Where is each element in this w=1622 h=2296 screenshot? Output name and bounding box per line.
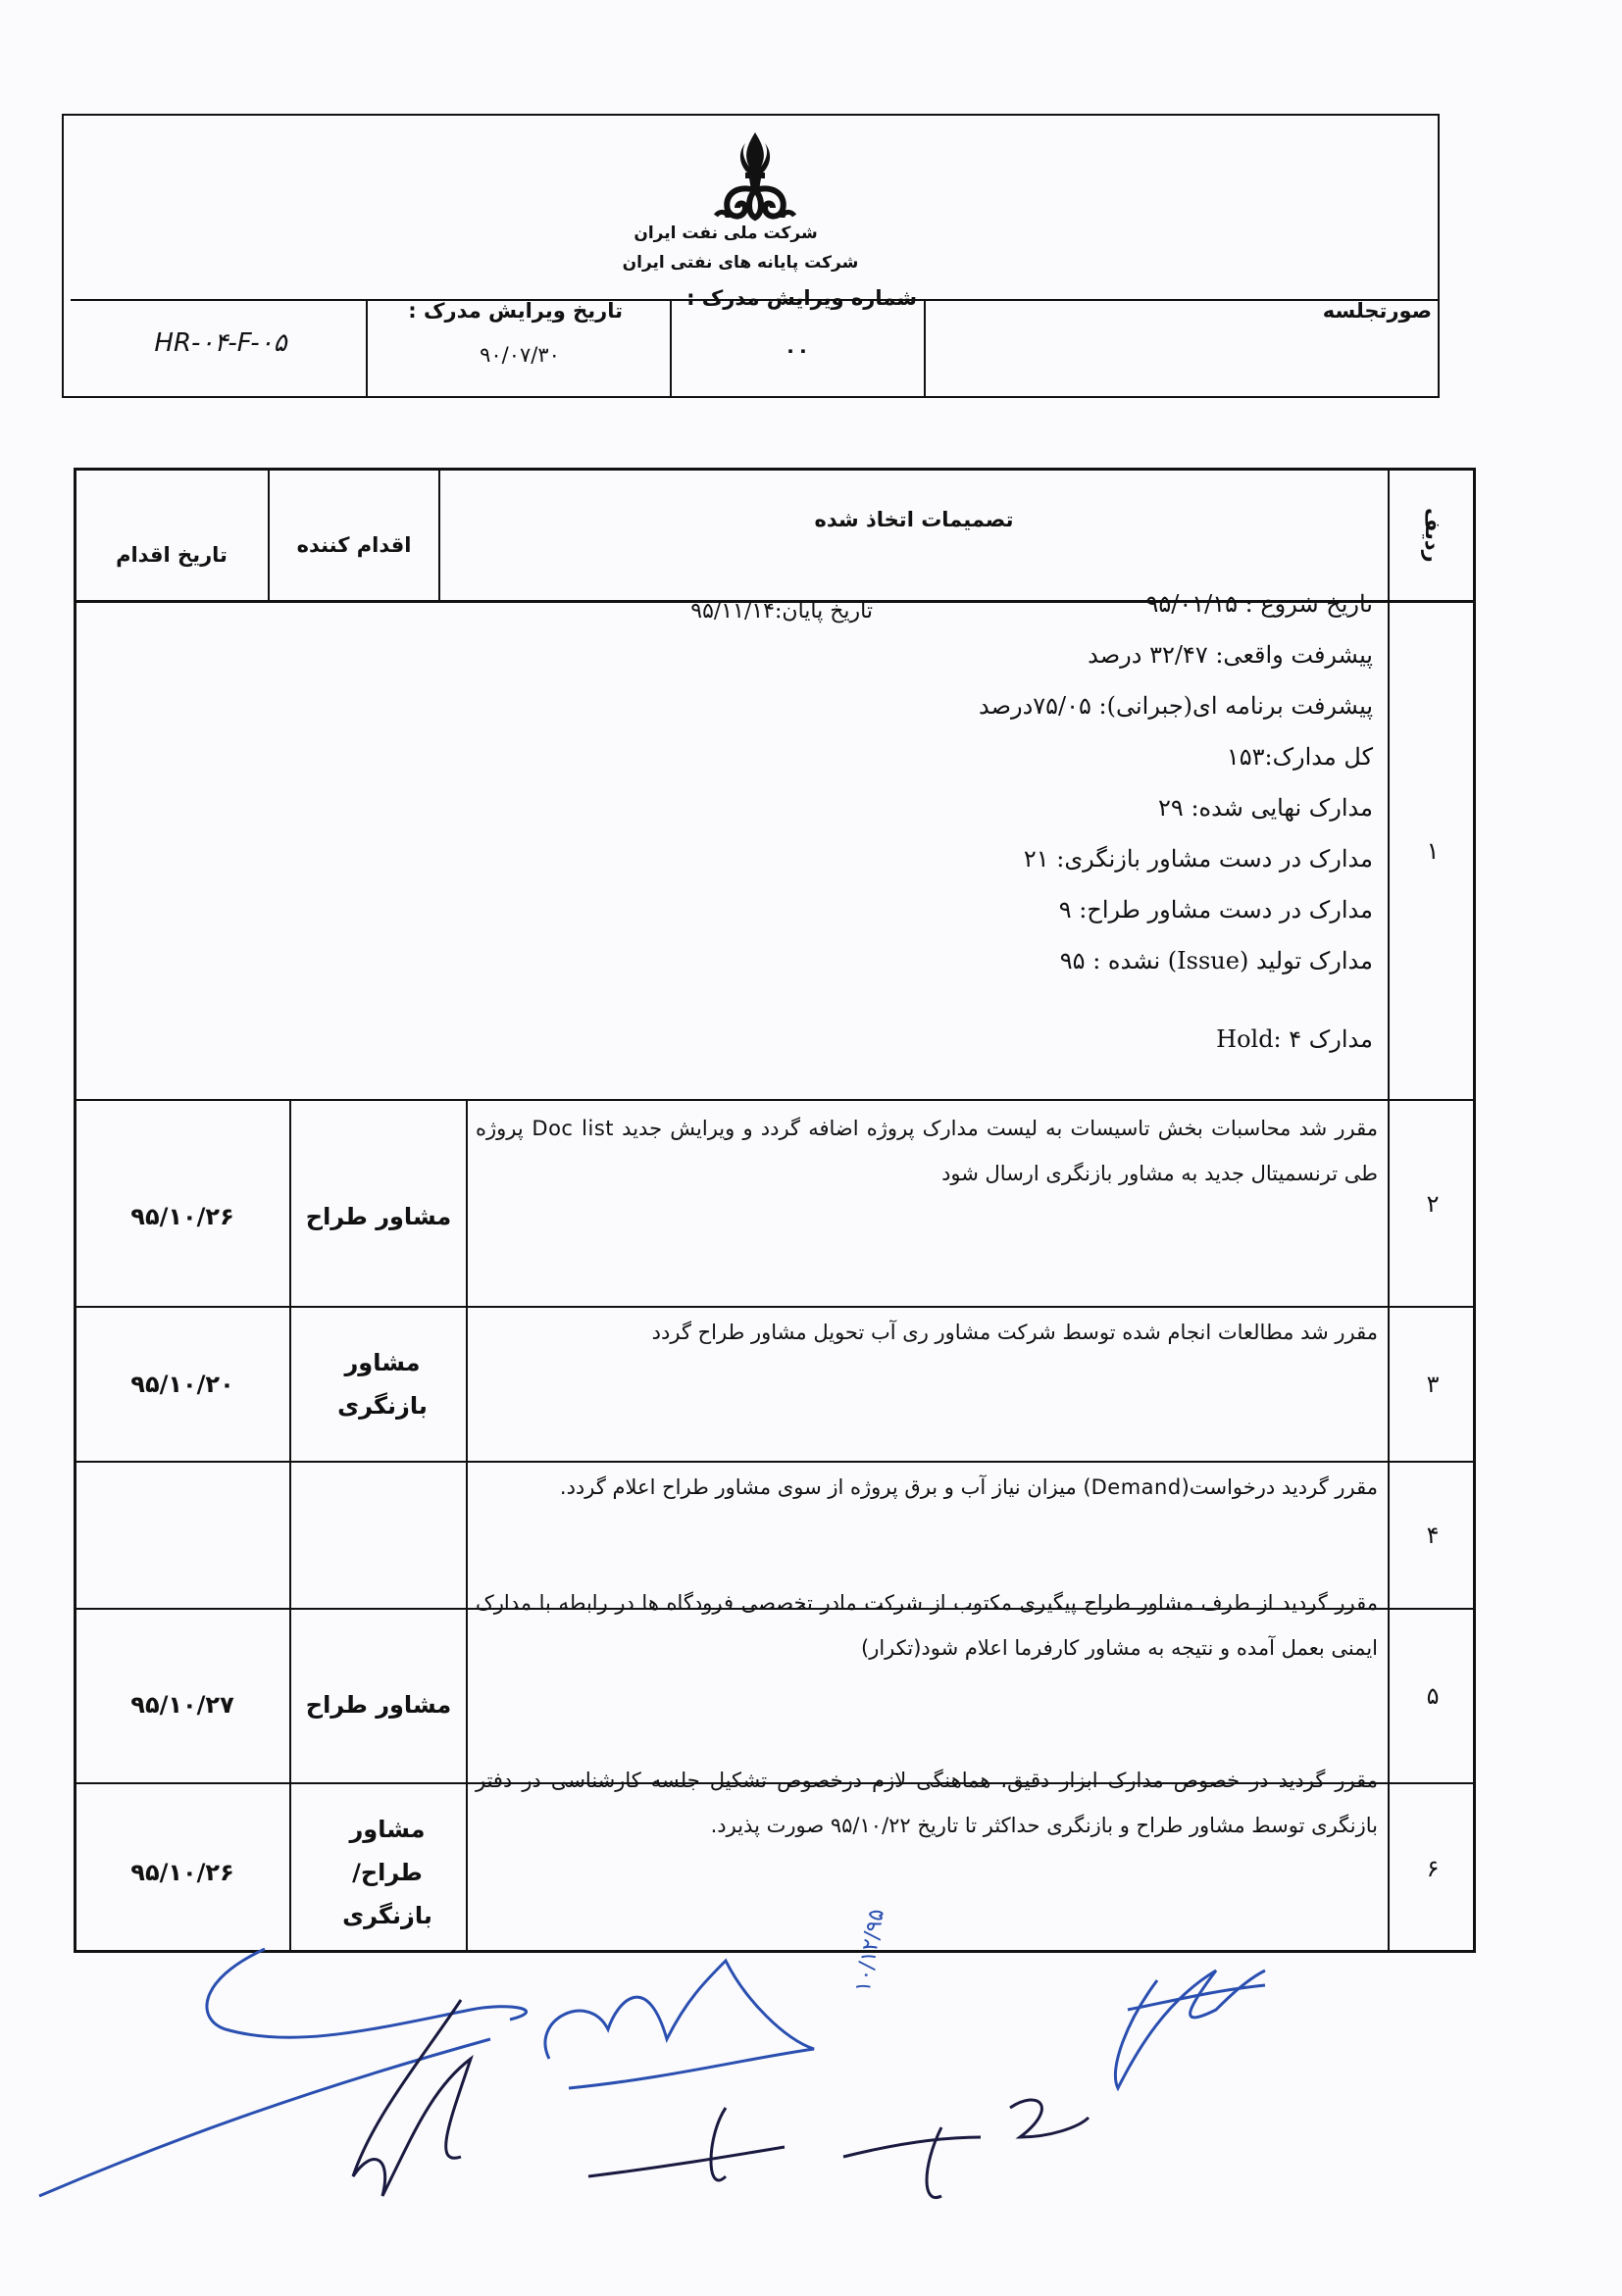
review-consultant-documents: مدارک در دست مشاور بازنگری: ۲۱ [1023,845,1373,873]
end-date: تاریخ پایان:۹۵/۱۱/۱۴ [690,599,873,624]
subsidiary-name: شرکت پایانه های نفتی ایران [622,253,859,273]
row-number: ۴ [1426,1522,1440,1549]
actor: مشاور طراح [305,1691,452,1719]
start-date: تاریخ شروع : ۹۵/۰۱/۱۵ [1145,590,1373,618]
decision-text: مقرر گردید در خصوص مدارک ابزار دقیق، هماهنگی لازم درخصوص تشکیل جلسه کارشناسی در دفتر بازنگری توسط مشاور طراح و بازنگری حداکثر تا تاریخ ۹۵/۱۰/۲۲ صورت پذیرد. [476,1769,1378,1837]
total-documents: کل مدارک:۱۵۳ [1226,743,1373,771]
action-date [76,1463,289,1608]
action-date: ۹۵/۱۰/۲۷ [130,1691,234,1719]
planned-progress: پیشرفت برنامه ای(جبرانی): ۷۵/۰۵درصد [979,692,1373,720]
actual-progress: پیشرفت واقعی: ۳۲/۴۷ درصد [1088,641,1373,669]
row-number: ۵ [1426,1682,1440,1710]
row-divider [74,1099,1476,1101]
revision-number-value: ۰۰ [784,338,810,362]
row-1-details [686,578,1373,1065]
actor: مشاور طراح/بازنگری [342,1816,432,1929]
action-date: ۹۵/۱۰/۲۰ [130,1371,234,1398]
decision-text: مقرر گردید از طرف مشاور طراح پیگیری مکتوب از شرکت مادر تخصصی فرودگاه ها در رابطه با مدارک ایمنی بعمل آمده و نتیجه به مشاور کارفرما اعلام شود(تکرار) [476,1591,1378,1660]
header-col-divider [670,299,672,397]
revision-date-label: تاریخ ویرایش مدرک : [408,299,623,323]
row-number: ۲ [1426,1189,1440,1218]
actor: مشاور بازنگری [337,1349,428,1420]
nioc-logo [706,127,804,225]
company-name: شرکت ملی نفت ایران [634,224,818,243]
signature-5 [1115,1971,1265,2088]
hold-documents: مدارک Hold: ۴ [1216,1025,1373,1053]
finalized-documents: مدارک نهایی شده: ۲۹ [1158,794,1373,822]
actor [291,1463,466,1608]
revision-date-value: ۹۰/۰۷/۳۰ [480,343,560,367]
signature-3 [545,1961,814,2088]
decision-text: مقرر شد مطالعات انجام شده توسط شرکت مشاور ری آب تحویل مشاور طراح گردد [651,1321,1378,1344]
signatures [0,1907,1622,2292]
revision-number-label: شماره ویرایش مدرک : [686,286,917,310]
col-header-decisions: تصمیمات اتخاذ شده [814,508,1014,531]
row-number: ۶ [1426,1855,1440,1882]
col-header-row-no: ردیف [1421,508,1445,563]
row-number: ۱ [1426,836,1440,865]
design-consultant-documents: مدارک در دست مشاور طراح: ۹ [1058,896,1373,923]
header-col-divider [924,299,926,397]
action-date: ۹۵/۱۰/۲۶ [130,1859,234,1886]
handwritten-date: ۱۰/۱۲/۹۵ [850,1907,889,1995]
document-code: HR-۰۴-F-۰۵ [154,328,287,358]
col-header-actor: اقدام کننده [296,533,412,557]
decision-text: مقرر گردید درخواست(Demand) میزان نیاز آب و برق پروژه از سوی مشاور طراح اعلام گردد. [559,1475,1378,1499]
form-title: صورتجلسه [1322,299,1432,323]
signature-4 [588,2100,1089,2198]
not-issued-documents: مدارک تولید (Issue) نشده : ۹۵ [1059,947,1373,974]
actor: مشاور طراح [305,1203,452,1230]
header-col-divider [366,299,368,397]
decision-text: مقرر شد محاسبات بخش تاسیسات به لیست مدارک پروژه اضافه گردد و ویرایش جدید Doc list پروژه طی ترنسمیتال جدید به مشاور بازنگری ارسال شود [476,1117,1378,1185]
row-number: ۳ [1426,1371,1440,1398]
action-date: ۹۵/۱۰/۲۶ [130,1203,234,1230]
col-header-action-date: تاریخ اقدام [116,543,228,567]
col-divider-actor [466,1099,468,1953]
